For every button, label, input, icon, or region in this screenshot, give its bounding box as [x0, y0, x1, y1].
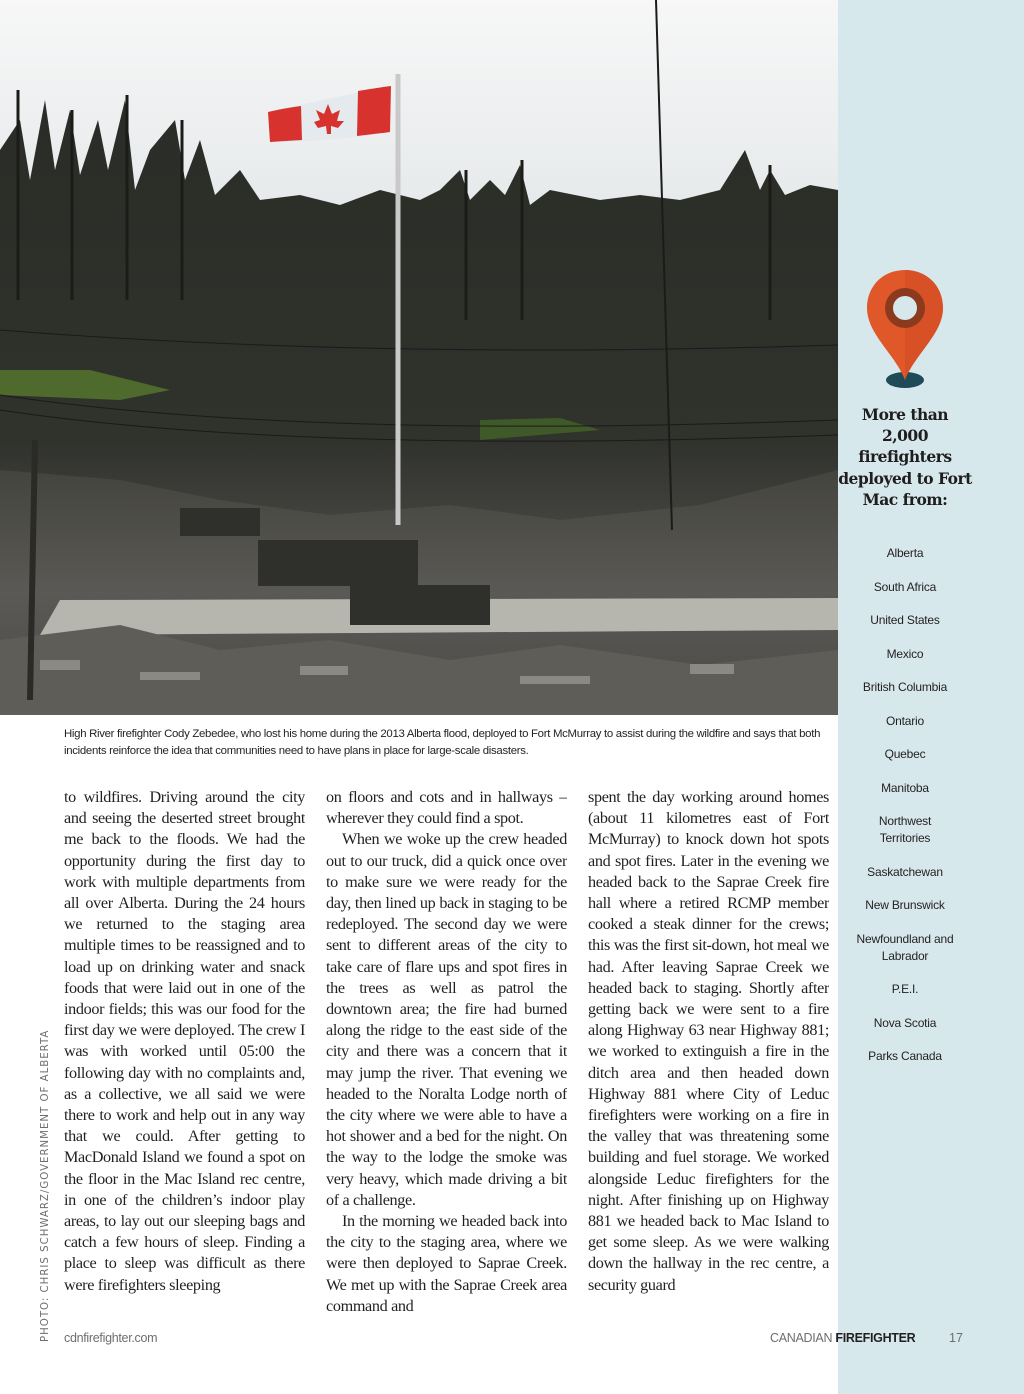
hero-photo: [0, 0, 838, 715]
page-number: 17: [949, 1331, 963, 1345]
article-column-3: [588, 787, 829, 1321]
list-item: Parks Canada: [868, 1049, 942, 1063]
list-item: Nova Scotia: [873, 1015, 937, 1030]
paragraph: to wildfires. Driving around the city and seeing the deserted street brought me back to the floods. We had the opportunity during the first day to work with multiple departments from all over Alberta. During the 24 hours we returned to the staging area multiple times to be reassigned and to load up on drinking water and snack foods that were laid out in one of the indoor fields; this was our food for the first day we were deployed. The crew I was with worked until 05:00 the following day with no complaints and, as a collective, we all said we were there to work and help out in any way that we could. After getting to MacDonald Island we found a spot on the floor in the Mac Island rec centre, in one of the children’s indoor play areas, to lay out our sleeping bags and catch a few hours of sleep. Finding a place to sleep was difficult as there were firefighters sleeping: [64, 788, 305, 1294]
list-item: United States: [870, 613, 940, 627]
list-item: Ontario: [886, 713, 924, 728]
list-item: Alberta: [886, 546, 924, 560]
list-item: Mexico: [886, 646, 924, 661]
location-pin-icon: [865, 268, 945, 392]
deployment-origin-list: [838, 545, 972, 1082]
list-item: Northwest Territories: [878, 814, 932, 845]
paragraph: spent the day working around homes (about 11 kilometres east of Fort McMurray) to knock down hot spots and spot fires. Later in the evening we headed back to the Saprae Creek fire hall where a retired RCMP member cooked a steak dinner for the crews; this was the first sit-down, hot meal we had. After leaving Saprae Creek we headed back to staging. Shortly after getting back we were sent to a fire along Highway 63 near Highway 881; we worked to extinguish a fire in the ditch area and then headed down Highway 881 where City of Leduc firefighters were working on a fire in the valley that was threatening some building and fuel storage. We worked alongside Leduc firefighters for the night. After finishing up on Highway 881 we headed back to Mac Island to get some sleep. As we were walking down the hallway in the rec centre, a security guard: [588, 788, 829, 1294]
paragraph: on floors and cots and in hallways – wherever they could find a spot.: [326, 788, 567, 828]
photo-caption: High River firefighter Cody Zebedee, who lost his home during the 2013 Alberta flood, deployed to Fort McMurray to assist during the wildfire and says that both incidents reinforce the idea that communities need to have plans in place for large-scale disasters.: [64, 728, 821, 757]
magazine-bold: FIREFIGHTER: [835, 1331, 916, 1345]
footer-website: cdnfirefighter.com: [64, 1331, 158, 1345]
list-item: British Columbia: [862, 680, 948, 694]
list-item: P.E.I.: [891, 982, 919, 996]
burned-neighbourhood-scene: [0, 0, 838, 715]
list-item: Newfoundland and Labrador: [856, 931, 954, 963]
list-item: South Africa: [873, 579, 937, 594]
paragraph: In the morning we headed back into the city to the staging area, where we were then deployed to Saprae Creek. We met up with the Saprae Creek area command and: [326, 1212, 567, 1315]
article-column-1: [64, 787, 305, 1321]
list-item: Quebec: [884, 747, 926, 761]
sidebar-panel: [838, 0, 1024, 1394]
magazine-prefix: CANADIAN: [770, 1331, 836, 1345]
list-item: Saskatchewan: [867, 864, 943, 879]
article-column-2: [326, 787, 567, 1321]
list-item: New Brunswick: [865, 898, 945, 912]
footer-magazine-name: [770, 1331, 915, 1345]
photo-credit: PHOTO: CHRIS SCHWARZ/GOVERNMENT OF ALBERTA: [40, 1029, 51, 1342]
sidebar-heading: More than 2,000 firefighters deployed to Fort Mac from:: [838, 405, 972, 509]
list-item: Manitoba: [881, 780, 929, 795]
paragraph: When we woke up the crew headed out to our truck, did a quick once over to make sure we were ready for the day, then lined up back in staging to be redeployed. The second day we were sent to different areas of the city to take care of flare ups and spot fires in the trees as well as patrol the downtown area; the fire had burned along the ridge to the east side of the city and there was a concern that it may jump the river. That evening we headed to the Noralta Lodge north of the city where we were able to have a hot shower and a bed for the night. On the way to the lodge the smoke was very heavy, which made driving a bit of a challenge.: [326, 830, 567, 1209]
